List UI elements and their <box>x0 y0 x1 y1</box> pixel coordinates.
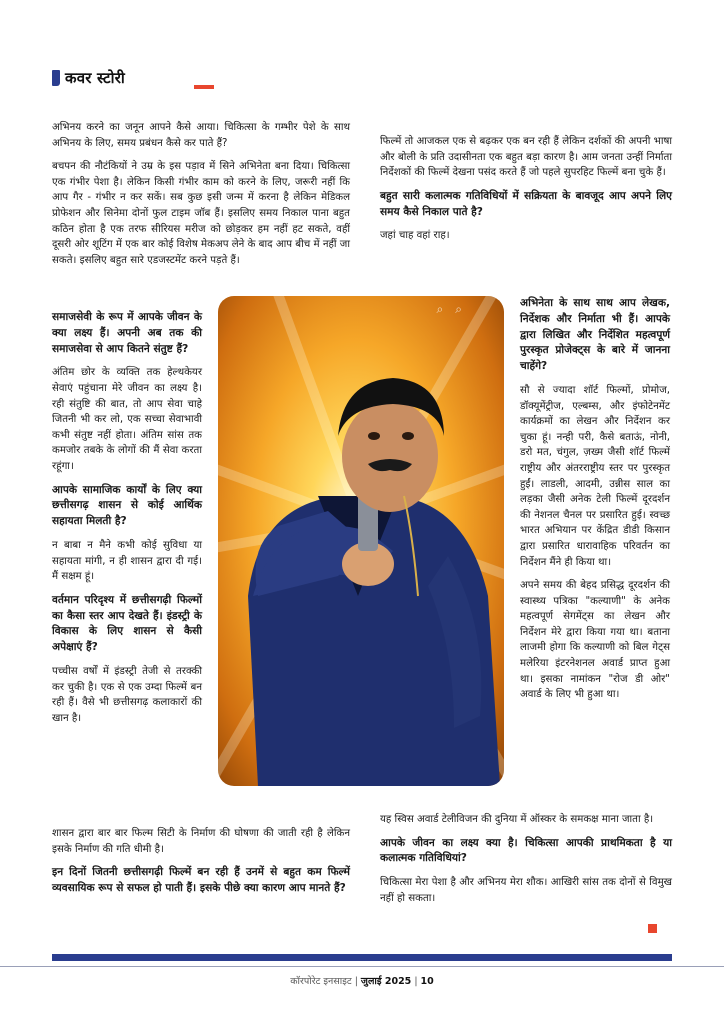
section-accent-bar <box>194 85 214 89</box>
interview-question: आपके सामाजिक कार्यों के लिए क्या छत्तीसगढ़ शासन से कोई आर्थिक सहायता मिलती है? <box>52 483 202 528</box>
interview-answer: चिकित्सा मेरा पेशा है और अभिनय मेरा शौक। आखिरी सांस तक दोनों से विमुख नहीं हो सकता। <box>380 877 672 904</box>
interview-question: वर्तमान परिदृश्य में छत्तीसगढ़ी फिल्मों का कैसा स्तर आप देखते हैं। इंडस्ट्री के विकास के लिए शासन से कैसी अपेक्षाएं हैं? <box>52 593 202 654</box>
left-column-bottom <box>52 826 350 905</box>
interview-answer: अभिनय करने का जनून आपने कैसे आया। चिकित्सा के गम्भीर पेशे के साथ अभिनय के लिए, समय प्रबंधन कैसे कर पाते हैं? <box>52 122 350 149</box>
interview-question: अभिनेता के साथ साथ आप लेखक, निर्देशक और निर्माता भी हैं। आपके द्वारा लिखित और निर्देशित महत्वपूर्ण पुरस्कृत प्रोजेक्ट्स के बारे में जानना चाहेंगे? <box>520 297 670 373</box>
interview-question: बहुत सारी कलात्मक गतिविधियों में सक्रियता के बावजूद आप अपने लिए समय कैसे निकाल पाते है? <box>380 189 672 218</box>
actor-figure-illustration <box>218 296 504 786</box>
interview-answer: फिल्में तो आजकल एक से बढ़कर एक बन रही हैं लेकिन दर्शकों की अपनी भाषा और बोली के प्रति उदासीनता एक बहुत बड़ा कारण है। आम जनता उन्हीं निर्माता निर्देशकों की फिल्में देखना पसंद करते हैं जो पहले सुपरहिट फिल्में बना चुके हैं। <box>380 136 672 179</box>
left-column-top <box>52 120 350 276</box>
page-footer: कॉरपोरेट इनसाइट | जुलाई 2025 | 10 <box>290 976 434 987</box>
photo-overlay-icon: ⌕⌕ <box>436 302 474 316</box>
footer-page-number: 10 <box>420 976 434 987</box>
left-column-narrow <box>52 310 202 734</box>
interview-answer: जहां चाह वहां राह। <box>380 230 450 242</box>
footer-accent-bar <box>52 954 672 961</box>
right-column-narrow <box>520 296 670 711</box>
interview-answer: सौ से ज्यादा शॉर्ट फिल्मों, प्रोमोज, डॉक्यूमेंट्रीज, एल्बम्स, और इंफोटेनमेंट कार्यक्रमों का लेखन और निर्देशन कर चुका हूं। नन्ही परी, कैसे बताऊं, नोनी, डरो मत, चंगुल, ज़ख्म जैसी शॉर्ट फिल्में राष्ट्रीय और अंतरराष्ट्रीय स्तर पर पुरस्कृत हुईं। लाडली, आदमी, उन्नीस साल का लड़का जैसी अनेक टेली फिल्में दूरदर्शन की नेशनल चैनल पर प्रसारित हुई। स्वच्छ भारत अभियान पर केंद्रित डीडी किसान द्वारा प्रसारित धारावाहिक परिवर्तन का निर्देशन मैंने ही किया था। <box>520 384 670 568</box>
interview-question: आपके जीवन का लक्ष्य क्या है। चिकित्सा आपकी प्राथमिकता है या कलात्मक गतिविधियां? <box>380 836 672 865</box>
right-column-bottom <box>380 812 672 914</box>
footer-issue: जुलाई 2025 <box>360 976 412 987</box>
interview-question: इन दिनों जितनी छत्तीसगढ़ी फिल्में बन रही हैं उनमें से बहुत कम फिल्में व्यवसायिक रूप से सफल हो पाती हैं। इसके पीछे क्या कारण आप मानते हैं? <box>52 866 350 894</box>
section-header <box>52 68 192 92</box>
interview-answer: शासन द्वारा बार बार फिल्म सिटी के निर्माण की घोषणा की जाती रही है लेकिन इसके निर्माण की गति धीमी है। <box>52 828 350 855</box>
section-title: कवर स्टोरी <box>65 69 125 87</box>
right-column-top <box>380 134 672 252</box>
section-marker-icon <box>52 70 60 86</box>
interview-answer: अंतिम छोर के व्यक्ति तक हेल्थकेयर सेवाएं पहुंचाना मेरे जीवन का लक्ष्य है। रही संतुष्टि की बात, तो आप सेवा चाहे जितनी भी कर लो, एक सच्चा सेवाभावी कभी संतुष्ट नहीं होता। अंतिम सांस तक कमजोर तबके के लोगों की मैं सेवा करता रहूंगा। <box>52 367 202 472</box>
interview-answer: बचपन की नौटंकियों ने उम्र के इस पड़ाव में सिने अभिनेता बना दिया। चिकित्सा एक गंभीर पेशा है। लेकिन किसी गंभीर काम को करने के लिए, जरूरी नहीं कि आप गैर - गंभीर न कर सकें। सब कुछ इसी जन्म में करना है लेकिन मेडिकल प्रोफेशन और सिनेमा दोनों फुल टाइम जॉब हैं। इसलिए समय निकाल पाना बहुत कठिन होता है एक तरफ सीरियस मरीज को छोड़कर हम नहीं हट सकते, वहीं दूसरी ओर शूटिंग में एक बार कोई विशेष मेकअप लेने के बाद आप बीच में नहीं जा सकते। इसलिए बहुत सारे एडजस्टमेंट करने पड़ते हैं। <box>52 161 350 266</box>
interview-answer: न बाबा न मैने कभी कोई सुविधा या सहायता मांगी, न ही शासन द्वारा दी गई। मैं सक्षम हूं। <box>52 539 202 583</box>
interview-answer: अपने समय की बेहद प्रसिद्ध दूरदर्शन की स्वास्थ्य पत्रिका "कल्याणी" के अनेक महत्वपूर्ण सेगमेंट्स का लेखन और निर्देशन मेरे द्वारा किया गया था। बताना लाजमी होगा कि कल्याणी को बिल गेट्स मलेरिया इंटरनेशनल अवार्ड प्राप्त हुआ था। इसका नामांकन "रोज डी ओर" अवार्ड के लिए भी हुआ था। <box>520 580 670 701</box>
interview-answer: पच्चीस वर्षों में इंडस्ट्री तेजी से तरक्की कर चुकी है। एक से एक उम्दा फिल्में बन रही हैं। वैसे भी छत्तीसगढ़ कलाकारों की खान है। <box>52 665 202 724</box>
footer-divider <box>0 966 724 967</box>
article-end-icon <box>648 924 657 933</box>
footer-publication: कॉरपोरेट इनसाइट <box>290 976 352 987</box>
actor-photo <box>218 296 504 786</box>
interview-answer: यह स्विस अवार्ड टेलीविजन की दुनिया में ऑस्कर के समकक्ष माना जाता है। <box>380 814 654 825</box>
interview-question: समाजसेवी के रूप में आपके जीवन के क्या लक्ष्य हैं। अपनी अब तक की समाजसेवा से आप कितने संतुष्ट हैं? <box>52 311 202 355</box>
